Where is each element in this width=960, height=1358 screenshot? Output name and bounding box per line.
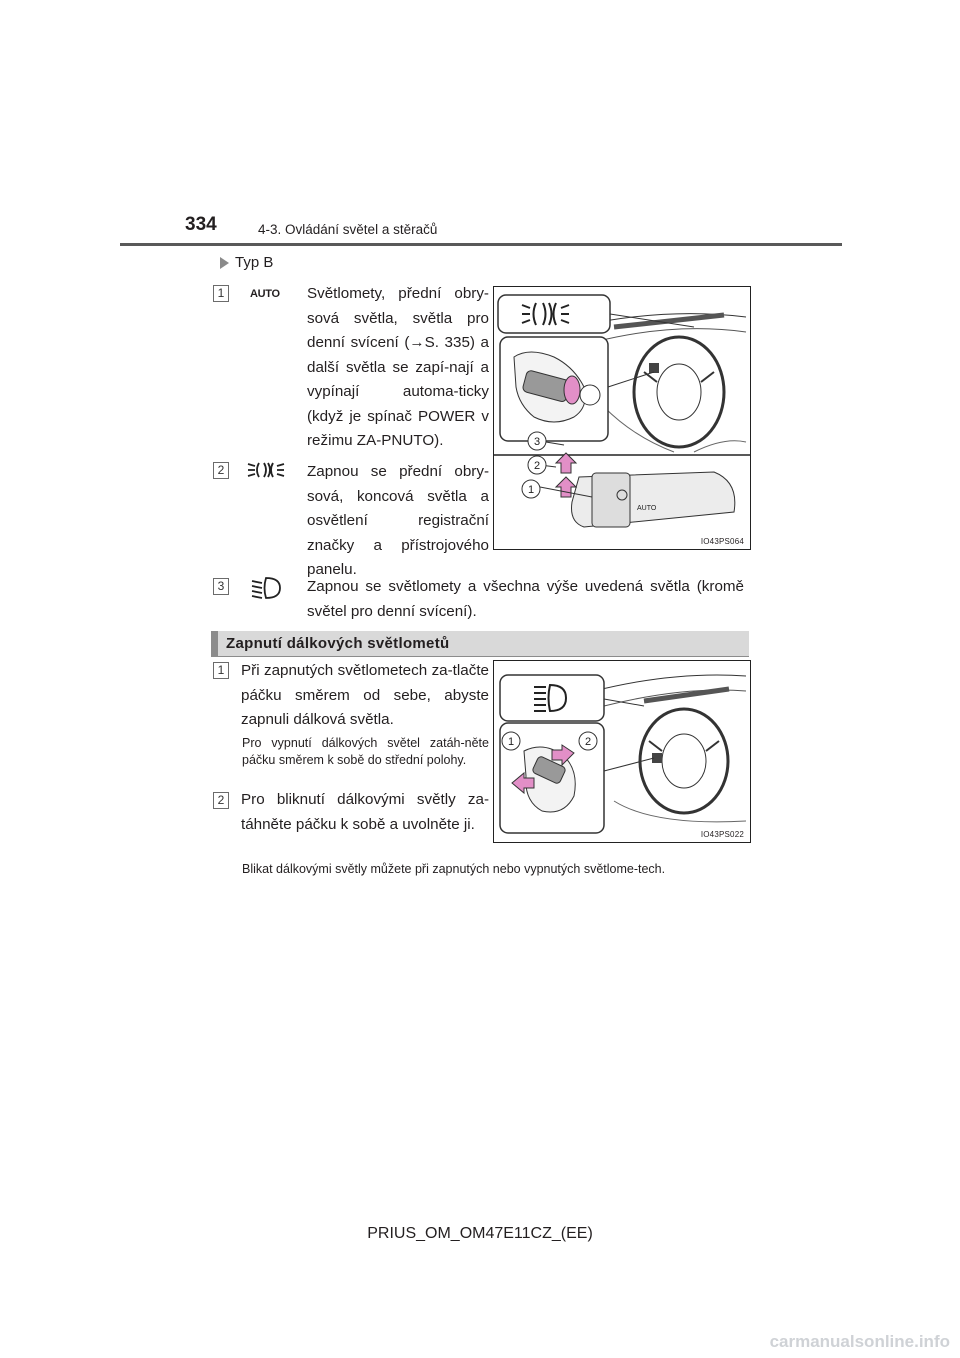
high-beam-item-number-2: 2 xyxy=(213,792,229,809)
figure2-label-1: 1 xyxy=(507,736,515,748)
section-heading-text: Zapnutí dálkových světlometů xyxy=(226,635,450,652)
triangle-bullet-icon xyxy=(220,257,229,269)
figure1-label-1: 1 xyxy=(527,484,535,496)
auto-icon: AUTO xyxy=(250,288,280,300)
type-label xyxy=(220,254,273,271)
item-1-text: Světlomety, přední obry-sová světla, světla pro denní svícení (→S. 335) a další světla se zapí-nají a vypínají automa-ticky (když je spínač POWER v režimu ZA-PNUTO). xyxy=(307,285,489,449)
high-beam-item-number-1: 1 xyxy=(213,662,229,679)
figure-high-beam-lever xyxy=(493,660,751,843)
parking-lights-icon xyxy=(246,460,286,485)
figure1-label-2: 2 xyxy=(533,460,541,472)
low-beam-icon xyxy=(250,576,282,605)
item-2-text: Zapnou se přední obry-sová, koncová světla a osvětlení registrační značky a přístrojového panelu. xyxy=(307,463,489,578)
type-label-text: Typ B xyxy=(235,254,274,271)
footer-document-code: PRIUS_OM_OM47E11CZ_(EE) xyxy=(367,1225,593,1242)
item-3-text: Zapnou se světlomety a všechna výše uvedená světla (kromě světel pro denní svícení). xyxy=(307,578,744,620)
figure-light-switch-positions xyxy=(493,286,751,550)
high-beam-item-1-text: Při zapnutých světlometech za-tlačte páčku směrem od sebe, abyste zapnuli dálková světla. xyxy=(241,662,489,728)
high-beam-item-2-text: Pro bliknutí dálkovými světly za-táhněte páčku k sobě a uvolněte ji. xyxy=(241,791,489,833)
header-rule xyxy=(120,243,842,246)
figure2-id: IO43PS022 xyxy=(700,830,744,839)
final-note: Blikat dálkovými světly můžete při zapnutých nebo vypnutých světlome-tech. xyxy=(242,862,666,876)
switch-auto-label: AUTO xyxy=(637,505,657,512)
high-beam-item-1-note: Pro vypnutí dálkových světel zatáh-něte páčku směrem k sobě do střední polohy. xyxy=(242,736,489,767)
page-number: 334 xyxy=(185,214,217,235)
figure2-label-2: 2 xyxy=(584,736,592,748)
item-number-2: 2 xyxy=(213,462,229,479)
item-number-3: 3 xyxy=(213,578,229,595)
item-number-1: 1 xyxy=(213,285,229,302)
watermark: carmanualsonline.info xyxy=(769,1332,950,1351)
figure1-label-3: 3 xyxy=(533,436,541,448)
figure1-id: IO43PS064 xyxy=(700,537,744,546)
section-title: 4-3. Ovládání světel a stěračů xyxy=(258,222,438,237)
section-heading-high-beam xyxy=(211,631,749,657)
